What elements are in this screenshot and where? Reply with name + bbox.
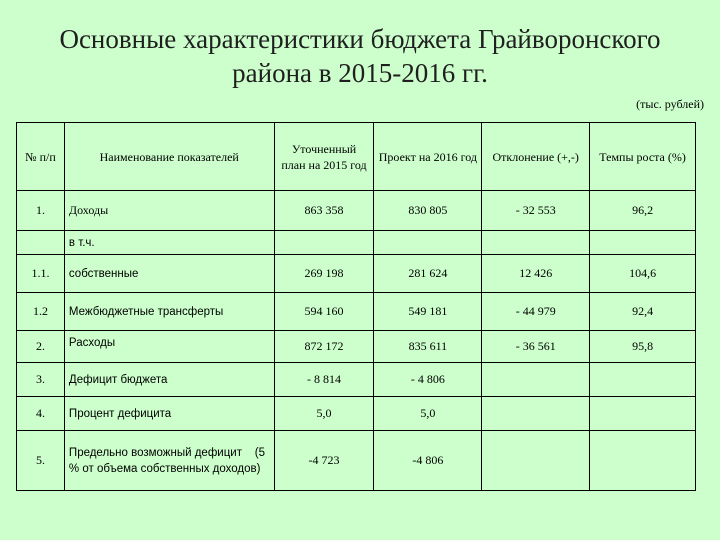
header-deviation: Отклонение (+,-)	[482, 123, 590, 191]
row-growth: 104,6	[590, 255, 696, 293]
row-plan-2015: 594 160	[274, 293, 374, 331]
table-row	[17, 331, 696, 363]
table-row	[17, 397, 696, 431]
row-plan-2015: 269 198	[274, 255, 374, 293]
row-project-2016: 830 805	[374, 191, 482, 231]
row-name: Предельно возможный дефицит (5 % от объема собственных доходов)	[64, 431, 274, 491]
row-deviation: - 32 553	[482, 191, 590, 231]
row-name: Процент дефицита	[64, 397, 274, 431]
row-project-2016: 835 611	[374, 331, 482, 363]
title-line-1: Основные характеристики бюджета Грайворонского	[59, 24, 661, 54]
table-row	[17, 231, 696, 255]
row-deviation	[482, 363, 590, 397]
row-name: Межбюджетные трансферты	[64, 293, 274, 331]
row-project-2016: -4 806	[374, 431, 482, 491]
row-plan-2015: -4 723	[274, 431, 374, 491]
row-plan-2015: 872 172	[274, 331, 374, 363]
table-row	[17, 255, 696, 293]
row-deviation: - 36 561	[482, 331, 590, 363]
row-name: Дефицит бюджета	[64, 363, 274, 397]
row-plan-2015	[274, 231, 374, 255]
row-num: 1.1.	[17, 255, 65, 293]
row-project-2016: 549 181	[374, 293, 482, 331]
row-name: Доходы	[64, 191, 274, 231]
row-num: 1.2	[17, 293, 65, 331]
header-row	[17, 123, 696, 191]
row-num: 4.	[17, 397, 65, 431]
title-line-2: района в 2015-2016 гг.	[232, 58, 488, 88]
row-plan-2015: 5,0	[274, 397, 374, 431]
row-growth	[590, 363, 696, 397]
row-growth	[590, 431, 696, 491]
row-name: Расходы	[64, 331, 274, 363]
row-growth	[590, 231, 696, 255]
row-num: 1.	[17, 191, 65, 231]
row-num: 2.	[17, 331, 65, 363]
row-growth: 95,8	[590, 331, 696, 363]
table-row	[17, 191, 696, 231]
row-growth	[590, 397, 696, 431]
header-growth: Темпы роста (%)	[590, 123, 696, 191]
row-plan-2015: 863 358	[274, 191, 374, 231]
row-num: 5.	[17, 431, 65, 491]
row-num	[17, 231, 65, 255]
unit-label: (тыс. рублей)	[636, 97, 704, 111]
row-project-2016: 281 624	[374, 255, 482, 293]
row-deviation	[482, 431, 590, 491]
header-num: № п/п	[17, 123, 65, 191]
row-project-2016	[374, 231, 482, 255]
row-deviation: - 44 979	[482, 293, 590, 331]
budget-table	[16, 122, 696, 491]
page-title	[0, 22, 720, 90]
row-num: 3.	[17, 363, 65, 397]
table-row	[17, 431, 696, 491]
row-deviation: 12 426	[482, 255, 590, 293]
header-project-2016: Проект на 2016 год	[374, 123, 482, 191]
row-name: собственные	[64, 255, 274, 293]
table-row	[17, 363, 696, 397]
row-name: в т.ч.	[64, 231, 274, 255]
row-growth: 96,2	[590, 191, 696, 231]
header-plan-2015: Уточненный план на 2015 год	[274, 123, 374, 191]
row-project-2016: 5,0	[374, 397, 482, 431]
header-name: Наименование показателей	[64, 123, 274, 191]
table-row	[17, 293, 696, 331]
row-plan-2015: - 8 814	[274, 363, 374, 397]
row-deviation	[482, 397, 590, 431]
row-growth: 92,4	[590, 293, 696, 331]
row-deviation	[482, 231, 590, 255]
row-project-2016: - 4 806	[374, 363, 482, 397]
